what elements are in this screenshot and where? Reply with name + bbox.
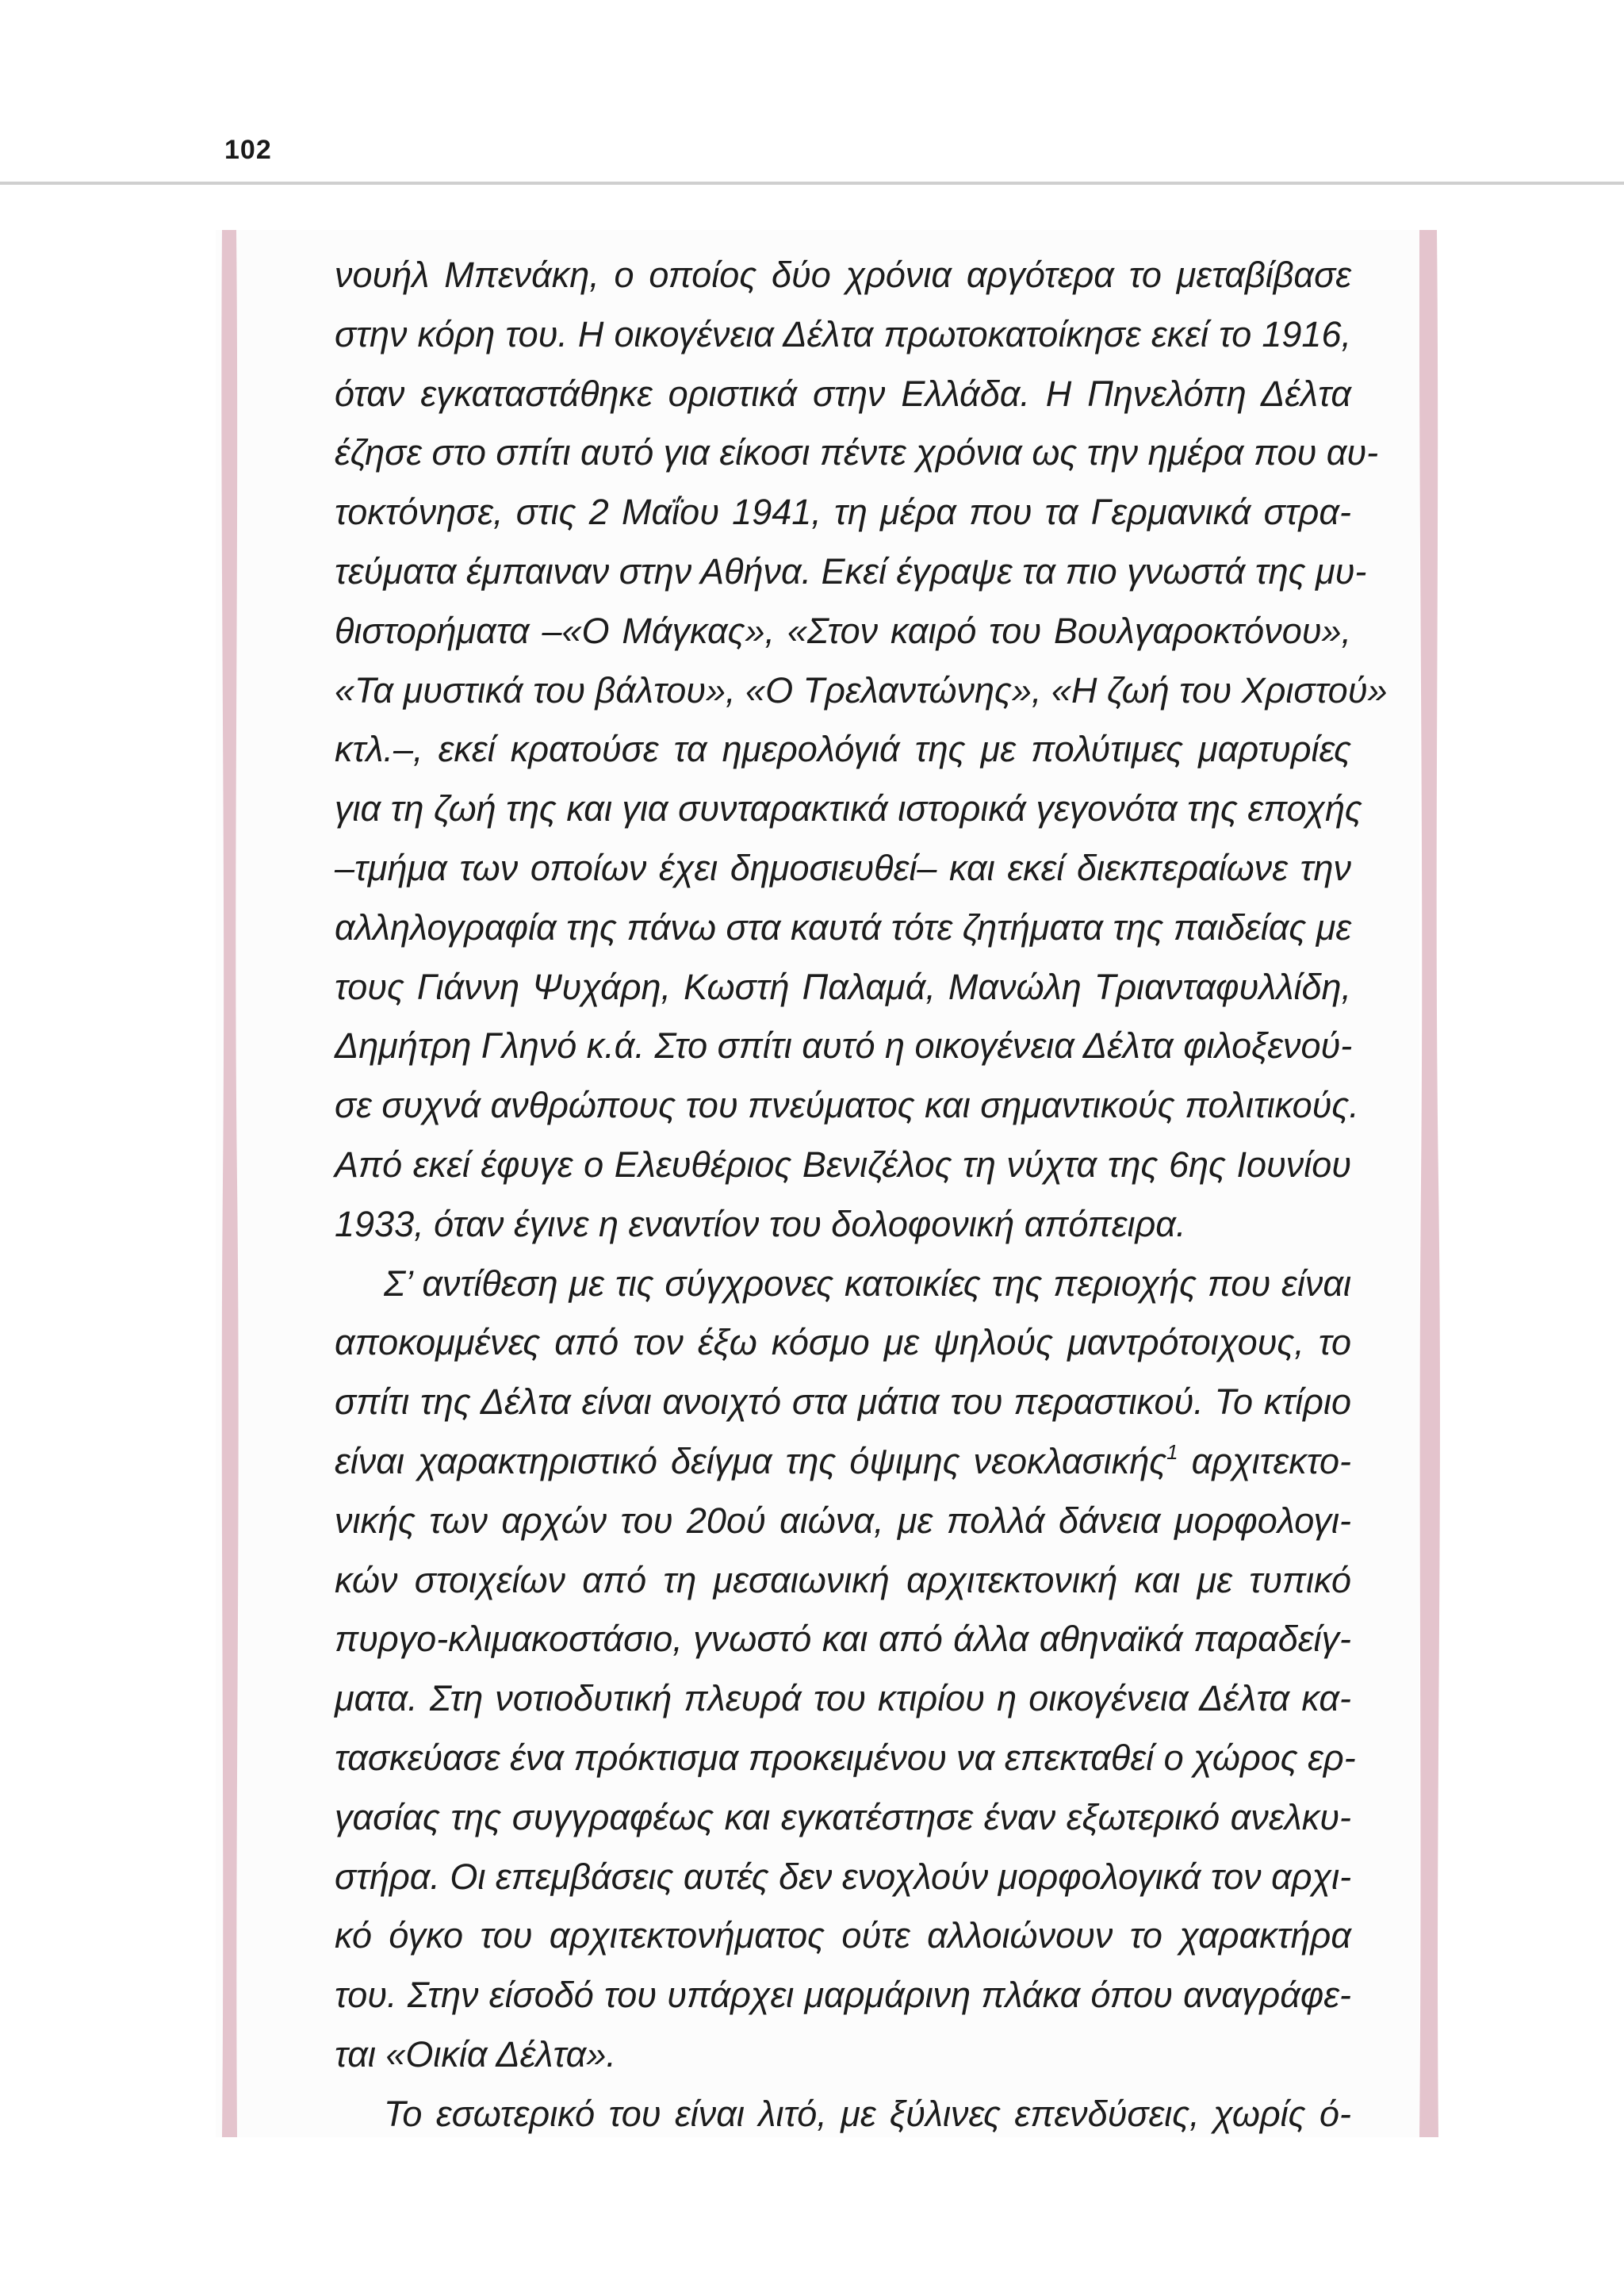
text-line: γασίας της συγγραφέως και εγκατέστησε έναν εξωτερικό ανελκυ-	[335, 1796, 1351, 1837]
text-line: ται «Οικία Δέλτα».	[335, 2033, 616, 2075]
text-line: αποκομμένες από τον έξω κόσμο με ψηλούς μαντρότοιχους, το	[335, 1322, 1351, 1363]
right-decorative-band	[1419, 230, 1459, 2137]
text-line: τοκτόνησε, στις 2 Μαΐου 1941, τη μέρα που τα Γερμανικά στρα-	[335, 492, 1351, 533]
text-line: Δημήτρη Γληνό κ.ά. Στο σπίτι αυτό η οικογένεια Δέλτα φιλοξενού-	[335, 1025, 1353, 1067]
text-line: Το εσωτερικό του είναι λιτό, με ξύλινες επενδύσεις, χωρίς ό-	[384, 2093, 1351, 2134]
text-line: «Τα μυστικά του βάλτου», «Ο Τρελαντώνης», «Η ζωή του Χριστού»	[335, 669, 1388, 711]
text-line: τεύματα έμπαιναν στην Αθήνα. Εκεί έγραψε τα πιο γνωστά της μυ-	[335, 550, 1367, 592]
left-wavy-band-graphic	[216, 230, 255, 2137]
text-line: Από εκεί έφυγε ο Ελευθέριος Βενιζέλος τη νύχτα της 6ης Ιουνίου	[335, 1144, 1351, 1185]
text-line: έζησε στο σπίτι αυτό για είκοσι πέντε χρόνια ως την ημέρα που αυ-	[335, 432, 1379, 473]
text-line: νουήλ Μπενάκη, ο οποίος δύο χρόνια αργότερα το μεταβίβασε	[335, 255, 1351, 295]
right-wavy-band-graphic	[1419, 230, 1459, 2137]
text-line: κών στοιχείων από τη μεσαιωνική αρχιτεκτονική και με τυπικό	[335, 1559, 1351, 1600]
text-line: θιστορήματα –«Ο Μάγκας», «Στον καιρό του Βουλγαροκτόνου»,	[335, 610, 1351, 651]
text-line: του. Στην είσοδό του υπάρχει μαρμάρινη πλάκα όπου αναγράφε-	[335, 1975, 1351, 2016]
text-line: όταν εγκαταστάθηκε οριστικά στην Ελλάδα. Η Πηνελόπη Δέλτα	[335, 373, 1351, 414]
text-line: για τη ζωή της και για συνταρακτικά ιστορικά γεγονότα της εποχής	[335, 788, 1362, 829]
text-line: στην κόρη του. Η οικογένεια Δέλτα πρωτοκατοίκησε εκεί το 1916,	[335, 313, 1351, 354]
text-segment: αρχιτεκτο-	[1178, 1440, 1351, 1481]
text-line-with-footnote	[335, 1432, 1351, 1492]
body-text	[335, 246, 1388, 2144]
text-line: –τμήμα των οποίων έχει δημοσιευθεί– και εκεί διεκπεραίωνε την	[335, 847, 1351, 888]
text-line: Σ’ αντίθεση με τις σύγχρονες κατοικίες της περιοχής που είναι	[384, 1262, 1351, 1304]
text-line: αλληλογραφία της πάνω στα καυτά τότε ζητήματα της παιδείας με	[335, 906, 1352, 948]
text-line: κτλ.–, εκεί κρατούσε τα ημερολόγιά της με πολύτιμες μαρτυρίες	[335, 729, 1351, 770]
text-line: 1933, όταν έγινε η εναντίον του δολοφονική απόπειρα.	[335, 1203, 1186, 1244]
page-number: 102	[224, 135, 272, 165]
text-line: νικής των αρχών του 20ού αιώνα, με πολλά δάνεια μορφολογι-	[335, 1500, 1351, 1541]
left-decorative-band	[216, 230, 255, 2137]
text-line: σε συχνά ανθρώπους του πνεύματος και σημαντικούς πολιτικούς.	[335, 1085, 1359, 1126]
text-line: κό όγκο του αρχιτεκτονήματος ούτε αλλοιώνουν το χαρακτήρα	[335, 1915, 1351, 1956]
text-line: τους Γιάννη Ψυχάρη, Κωστή Παλαμά, Μανώλη Τριανταφυλλίδη,	[335, 966, 1351, 1007]
text-line: σπίτι της Δέλτα είναι ανοιχτό στα μάτια του περαστικού. Το κτίριο	[335, 1381, 1351, 1423]
footnote-marker[interactable]: 1	[1166, 1439, 1178, 1464]
text-line: στήρα. Οι επεμβάσεις αυτές δεν ενοχλούν μορφολογικά τον αρχι-	[335, 1856, 1352, 1897]
text-line: πυργο-κλιμακοστάσιο, γνωστό και από άλλα αθηναϊκά παραδείγ-	[335, 1619, 1351, 1660]
text-line: τασκεύασε ένα πρόκτισμα προκειμένου να επεκταθεί ο χώρος ερ-	[335, 1737, 1356, 1778]
text-line: ματα. Στη νοτιοδυτική πλευρά του κτιρίου η οικογένεια Δέλτα κα-	[335, 1678, 1351, 1719]
header-rule	[0, 182, 1624, 185]
text-segment: είναι χαρακτηριστικό δείγμα της όψιμης νεοκλασικής	[335, 1440, 1167, 1481]
